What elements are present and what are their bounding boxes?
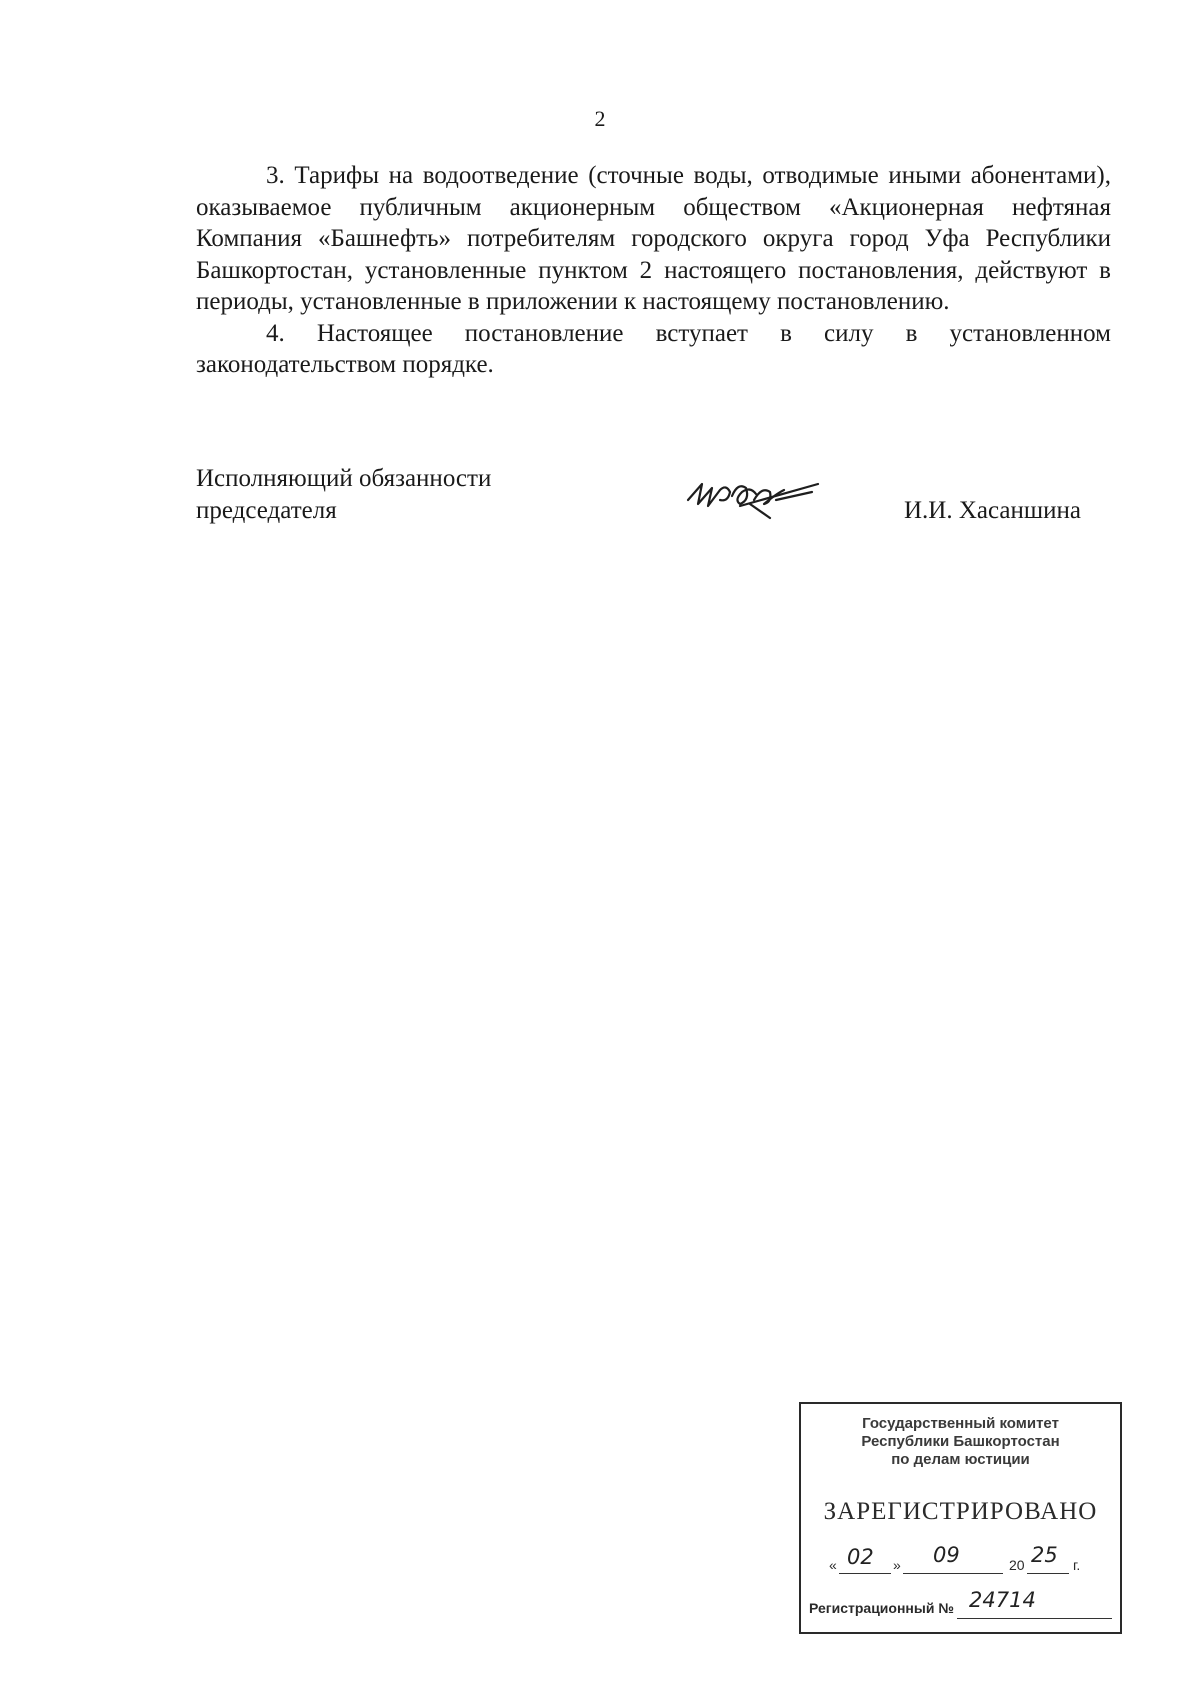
reg-underline xyxy=(957,1618,1112,1619)
stamp-year-unit: г. xyxy=(1073,1557,1081,1573)
paragraph-4: 4. Настоящее постановление вступает в силу в установленном законодательством порядке. xyxy=(196,319,1111,378)
stamp-org-line3: по делам юстиции xyxy=(891,1451,1030,1468)
stamp-date xyxy=(829,1543,1114,1577)
stamp-organization xyxy=(801,1415,1120,1469)
stamp-reg-number: 24714 xyxy=(969,1588,1036,1612)
day-underline xyxy=(839,1573,891,1574)
document-body xyxy=(196,160,1111,381)
page-number: 2 xyxy=(594,106,606,131)
signatory-name: И.И. Хасаншина xyxy=(904,497,1081,524)
stamp-month: 09 xyxy=(933,1543,960,1567)
stamp-reg-label: Регистрационный № xyxy=(809,1600,954,1616)
stamp-title: ЗАРЕГИСТРИРОВАНО xyxy=(823,1498,1098,1525)
stamp-org-line1: Государственный комитет xyxy=(862,1415,1059,1432)
signatory-title xyxy=(196,463,491,527)
stamp-open-quote: « xyxy=(829,1557,837,1573)
month-underline xyxy=(903,1573,1003,1574)
registration-stamp xyxy=(799,1402,1122,1634)
signatory-title-line2: председателя xyxy=(196,497,337,524)
stamp-day: 02 xyxy=(847,1545,874,1569)
handwritten-signature xyxy=(680,470,820,525)
paragraph-3: 3. Тарифы на водоотведение (сточные воды, отводимые иными абонентами), оказываемое публичным акционерным обществом «Акционерная нефтяная Компания «Башнефть» потребителям городского округа город Уфа Республики Башкортостан, установленные пунктом 2 настоящего постановления, действуют в периоды, установленные в приложении к настоящему постановлению. xyxy=(196,162,1111,315)
stamp-year-prefix: 20 xyxy=(1009,1557,1025,1573)
stamp-close-quote: » xyxy=(893,1557,901,1573)
year-underline xyxy=(1027,1573,1069,1574)
stamp-year-suffix: 25 xyxy=(1031,1543,1058,1567)
signatory-title-line1: Исполняющий обязанности xyxy=(196,465,492,492)
stamp-org-line2: Республики Башкортостан xyxy=(861,1433,1060,1450)
stamp-registration xyxy=(809,1588,1114,1622)
